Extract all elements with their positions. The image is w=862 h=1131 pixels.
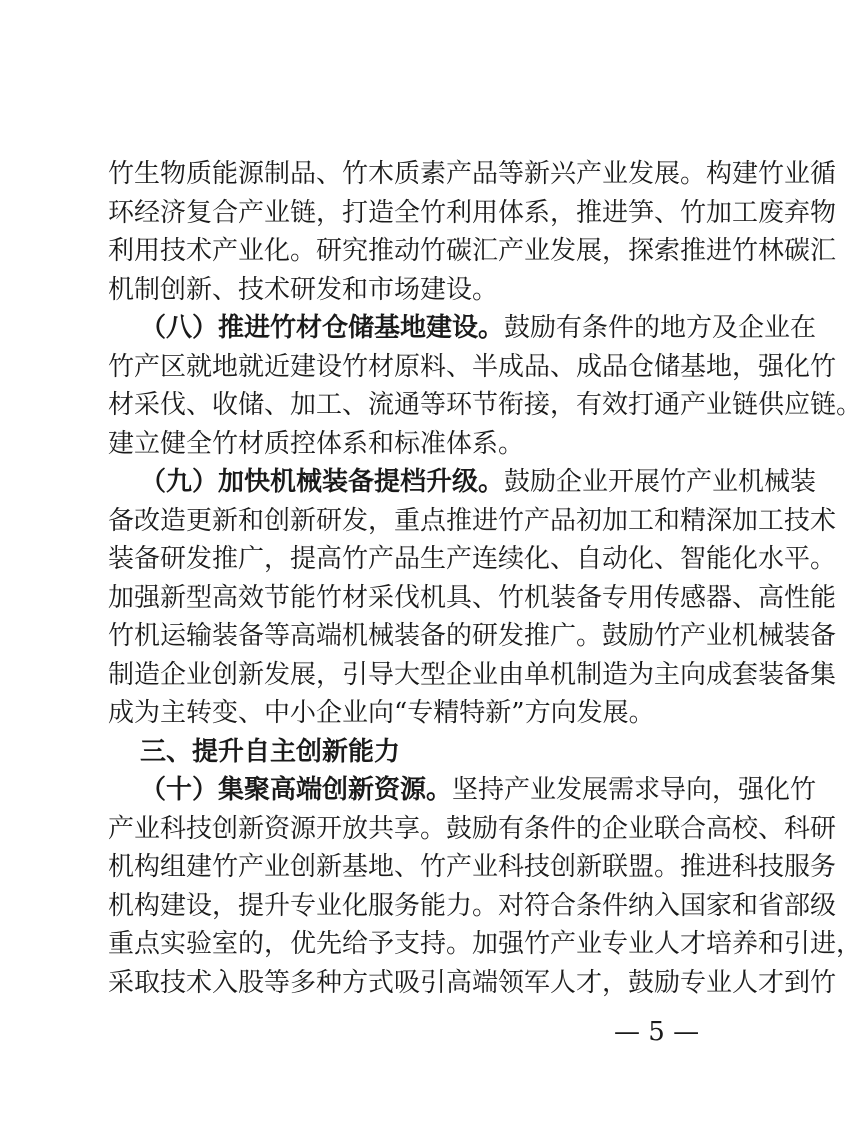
heading-8: （八）推进竹材仓储基地建设。 [140,313,505,343]
heading-9: （九）加快机械装备提档升级。 [140,467,505,497]
section-heading: 三、提升自主创新能力 [140,736,401,767]
body-line: 机构建设，提升专业化服务能力。对符合条件纳入国家和省部级 [108,890,837,921]
body-line: 环经济复合产业链，打造全竹利用体系，推进笋、竹加工废弃物 [108,197,837,228]
page-number: — 5 — [614,1017,700,1047]
body-line: 竹产区就地就近建设竹材原料、半成品、成品仓储基地，强化竹 [108,351,837,382]
body-line: 采取技术入股等多种方式吸引高端领军人才，鼓励专业人才到竹 [108,967,837,998]
body-line: 机制创新、技术研发和市场建设。 [108,274,499,305]
body-line: 机构组建竹产业创新基地、竹产业科技创新联盟。推进科技服务 [108,852,837,882]
body-line: 备改造更新和创新研发，重点推进竹产品初加工和精深加工技术 [108,505,837,536]
paragraph-8-first-line: （八）推进竹材仓储基地建设。鼓励有条件的地方及企业在 [140,313,817,343]
paragraph-9-first-line: （九）加快机械装备提档升级。鼓励企业开展竹产业机械装 [140,467,817,497]
body-line: 竹生物质能源制品、竹木质素产品等新兴产业发展。构建竹业循 [108,159,837,189]
body-line: 制造企业创新发展，引导大型企业由单机制造为主向成套装备集 [108,659,837,690]
paragraph-10-first-line: （十）集聚高端创新资源。坚持产业发展需求导向，强化竹 [140,775,817,805]
body-line: 加强新型高效节能竹材采伐机具、竹机装备专用传感器、高性能 [108,582,837,613]
body-line: 成为主转变、中小企业向“专精特新”方向发展。 [108,698,655,728]
body-line: 利用技术产业化。研究推动竹碳汇产业发展，探索推进竹林碳汇 [108,236,837,266]
body-line: 产业科技创新资源开放共享。鼓励有条件的企业联合高校、科研 [108,813,837,844]
body-line: 竹机运输装备等高端机械装备的研发推广。鼓励竹产业机械装备 [108,621,837,651]
body-line: 材采伐、收储、加工、流通等环节衔接，有效打通产业链供应链。 [108,390,862,420]
body-line: 装备研发推广，提高竹产品生产连续化、自动化、智能化水平。 [108,544,837,574]
body-line: 重点实验室的，优先给予支持。加强竹产业专业人才培养和引进， [108,929,862,959]
heading-10: （十）集聚高端创新资源。 [140,775,453,805]
body-line: 建立健全竹材质控体系和标准体系。 [108,428,525,459]
